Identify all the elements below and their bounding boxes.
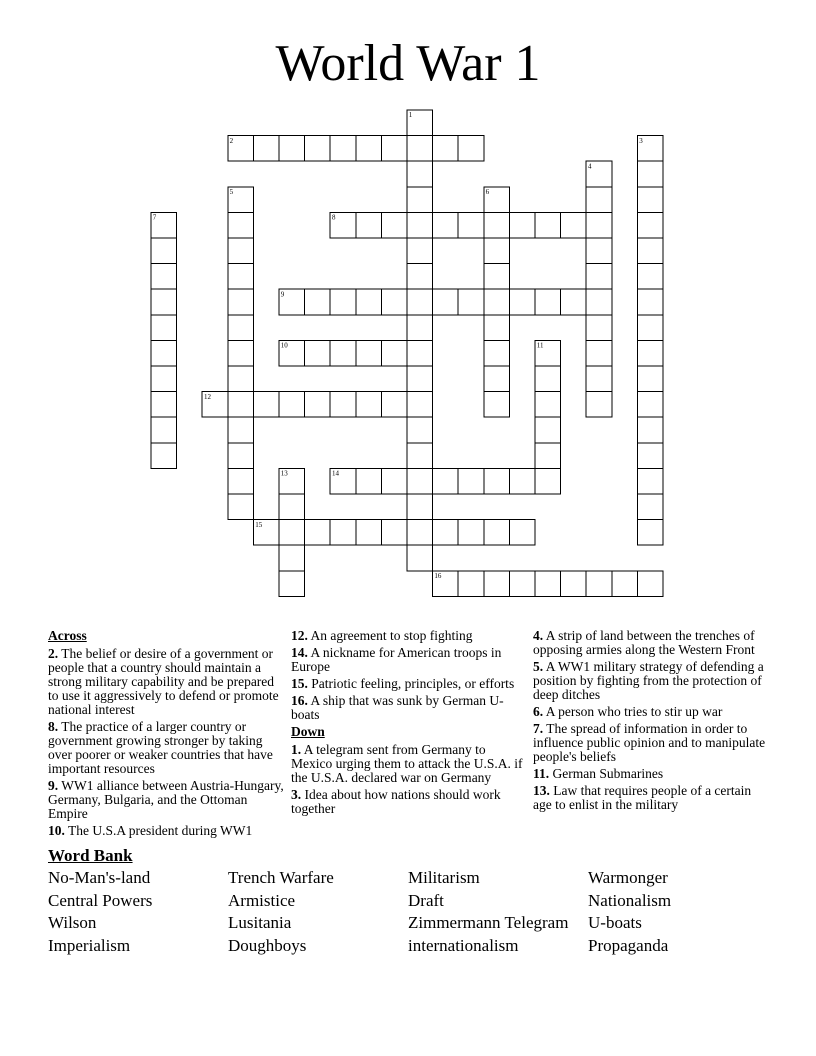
crossword-cell [458, 468, 484, 494]
crossword-cell [535, 392, 561, 418]
grid-number-label: 1 [408, 111, 413, 120]
crossword-cell [253, 136, 279, 162]
clue-across-15 [291, 677, 525, 691]
crossword-cell [612, 571, 638, 597]
clue-across-9 [48, 779, 284, 821]
crossword-cell [484, 392, 510, 418]
clue-down-1 [291, 743, 525, 785]
crossword-cell [253, 392, 279, 418]
word-bank-item: Trench Warfare [228, 868, 334, 887]
clue-across-16 [291, 694, 525, 722]
crossword-cell [586, 366, 612, 392]
crossword-cell [407, 238, 433, 264]
word-bank-item: Wilson [48, 913, 97, 932]
crossword-cell [228, 340, 254, 366]
crossword-cell [407, 289, 433, 315]
clue-number: 7. [533, 721, 544, 736]
crossword-cell [151, 340, 177, 366]
crossword-cell [228, 289, 254, 315]
crossword-cell [407, 545, 433, 571]
crossword-cell [381, 468, 407, 494]
crossword-cell [561, 289, 587, 315]
crossword-cell [407, 212, 433, 238]
clue-number: 8. [48, 719, 59, 734]
grid-number-label: 6 [485, 188, 490, 196]
crossword-cell [535, 468, 561, 494]
crossword-cell [458, 571, 484, 597]
crossword-cell [535, 212, 561, 238]
clue-across-2 [48, 647, 284, 717]
crossword-cell [433, 468, 459, 494]
crossword-cell [228, 264, 254, 290]
clue-down-11 [533, 767, 769, 781]
page-title: World War 1 [275, 35, 541, 92]
crossword-cell [356, 340, 382, 366]
crossword-cell [484, 212, 510, 238]
across-heading: Across [48, 628, 87, 643]
word-bank-item: Doughboys [228, 935, 307, 955]
crossword-cell [458, 136, 484, 162]
crossword-cell [586, 238, 612, 264]
clue-text: The U.S.A president during WW1 [68, 823, 253, 838]
crossword-cell [279, 136, 305, 162]
crossword-cell [228, 417, 254, 443]
clue-text: The belief or desire of a government or people that a country should maintain a strong military capability and be prepared to use it aggressively to defend or promote national interest [48, 646, 279, 717]
word-bank-item: Imperialism [48, 935, 131, 955]
crossword-cell [151, 315, 177, 341]
grid-number-label: 14 [332, 469, 339, 478]
crossword-cell [637, 520, 663, 546]
crossword-cell [586, 264, 612, 290]
clue-across-10 [48, 824, 284, 838]
grid-number-label: 8 [332, 213, 336, 222]
crossword-grid [150, 109, 666, 599]
crossword-cell [407, 264, 433, 290]
down-heading: Down [291, 724, 325, 739]
crossword-cell [330, 520, 356, 546]
clue-number: 6. [533, 704, 544, 719]
crossword-cell [586, 187, 612, 213]
clue-text: A nickname for American troops in Europe [291, 645, 502, 674]
crossword-cell [535, 571, 561, 597]
clue-number: 4. [533, 628, 544, 643]
crossword-cell [484, 315, 510, 341]
clue-down-3 [291, 788, 525, 816]
crossword-cell [484, 366, 510, 392]
clue-number: 10. [48, 823, 65, 838]
word-bank-heading: Word Bank [48, 846, 133, 865]
crossword-cell [586, 571, 612, 597]
crossword-cell [151, 264, 177, 290]
crossword-cell [637, 340, 663, 366]
crossword-cell [561, 571, 587, 597]
crossword-cell [407, 417, 433, 443]
crossword-cell [637, 161, 663, 187]
crossword-cell [484, 468, 510, 494]
clue-down-5 [533, 660, 769, 702]
crossword-cell [407, 494, 433, 520]
clue-across-8 [48, 720, 284, 776]
clue-number: 12. [291, 628, 308, 643]
crossword-cell [535, 289, 561, 315]
grid-number-label: 15 [255, 520, 263, 529]
crossword-cell [458, 212, 484, 238]
crossword-cell [228, 392, 254, 418]
crossword-cell [407, 366, 433, 392]
crossword-cell [407, 136, 433, 162]
crossword-cell [228, 212, 254, 238]
clue-text: An agreement to stop fighting [310, 628, 473, 643]
word-bank-item: Lusitania [228, 913, 292, 932]
crossword-cell [228, 468, 254, 494]
crossword-cell [407, 392, 433, 418]
crossword-cell [637, 366, 663, 392]
crossword-cell [151, 443, 177, 469]
word-bank [48, 845, 768, 957]
crossword-cell [356, 136, 382, 162]
crossword-cell [637, 289, 663, 315]
crossword-cell [458, 289, 484, 315]
clue-number: 15. [291, 676, 308, 691]
clue-number: 11. [533, 766, 550, 781]
crossword-cell [305, 392, 331, 418]
crossword-cell [305, 520, 331, 546]
crossword-cell [381, 520, 407, 546]
crossword-cell [484, 264, 510, 290]
crossword-cell [433, 136, 459, 162]
word-bank-item: U-boats [588, 913, 642, 932]
clue-across-14 [291, 646, 525, 674]
crossword-cell [509, 289, 535, 315]
crossword-cell [356, 212, 382, 238]
crossword-cell [637, 571, 663, 597]
crossword-cell [561, 212, 587, 238]
crossword-cell [407, 340, 433, 366]
crossword-cell [637, 494, 663, 520]
crossword-cell [356, 289, 382, 315]
clues-column-2 [291, 629, 525, 819]
crossword-cell [330, 392, 356, 418]
crossword-cell [305, 136, 331, 162]
crossword-cell [151, 417, 177, 443]
clue-number: 5. [533, 659, 544, 674]
crossword-cell [509, 571, 535, 597]
crossword-cell [637, 264, 663, 290]
crossword-cell [484, 289, 510, 315]
clue-text: A strip of land between the trenches of opposing armies along the Western Front [533, 628, 755, 657]
clue-text: A ship that was sunk by German U-boats [291, 693, 504, 722]
crossword-cell [381, 392, 407, 418]
crossword-cell [637, 187, 663, 213]
crossword-cell [637, 238, 663, 264]
word-bank-item: Warmonger [588, 868, 668, 887]
grid-number-label: 16 [434, 572, 442, 580]
crossword-cell [228, 238, 254, 264]
word-bank-item: Militarism [408, 868, 480, 887]
grid-number-label: 10 [280, 341, 288, 350]
crossword-cell [509, 212, 535, 238]
word-bank-grid [48, 867, 768, 957]
crossword-cell [535, 366, 561, 392]
crossword-cell [484, 238, 510, 264]
crossword-cell [381, 289, 407, 315]
clue-text: A person who tries to stir up war [545, 704, 723, 719]
grid-number-label: 13 [280, 469, 288, 478]
crossword-cell [356, 520, 382, 546]
crossword-cell [151, 289, 177, 315]
crossword-cell [535, 417, 561, 443]
clue-down-7 [533, 722, 769, 764]
clue-text: Law that requires people of a certain age to enlist in the military [533, 783, 752, 812]
crossword-cell [330, 289, 356, 315]
grid-number-label: 3 [639, 136, 643, 145]
clue-text: Idea about how nations should work together [291, 787, 501, 816]
word-bank-item: Draft [408, 890, 444, 910]
crossword-cell [279, 392, 305, 418]
clue-number: 1. [291, 742, 302, 757]
clue-text: A WW1 military strategy of defending a position by fighting from the protection of deep ditches [533, 659, 764, 702]
word-bank-item: internationalism [408, 935, 519, 955]
grid-number-label: 11 [536, 341, 544, 350]
clue-number: 13. [533, 783, 550, 798]
clue-text: A telegram sent from Germany to Mexico urging them to attack the U.S.A. if the U.S.A. declared war on Germany [291, 742, 523, 785]
clue-down-6 [533, 705, 769, 719]
crossword-cell [279, 520, 305, 546]
grid-number-label: 9 [280, 290, 285, 299]
crossword-cell [433, 212, 459, 238]
clue-number: 2. [48, 646, 59, 661]
crossword-cell [407, 315, 433, 341]
word-bank-item: Propaganda [588, 935, 669, 955]
crossword-cell [586, 340, 612, 366]
clue-across-12 [291, 629, 525, 643]
crossword-cell [586, 315, 612, 341]
crossword-cell [356, 468, 382, 494]
crossword-cell [586, 392, 612, 418]
grid-number-label: 5 [229, 188, 234, 196]
crossword-cell [484, 340, 510, 366]
crossword-cell [637, 417, 663, 443]
crossword-cell [279, 494, 305, 520]
crossword-cell [305, 289, 331, 315]
crossword-cell [509, 520, 535, 546]
crossword-cell [381, 136, 407, 162]
grid-number-label: 7 [152, 213, 157, 222]
crossword-cell [637, 212, 663, 238]
crossword-cell [433, 520, 459, 546]
crossword-cell [305, 340, 331, 366]
crossword-cell [637, 468, 663, 494]
crossword-cell [381, 340, 407, 366]
clue-number: 9. [48, 778, 59, 793]
crossword-cell [433, 289, 459, 315]
clue-text: Patriotic feeling, principles, or efforts [311, 676, 515, 691]
crossword-cell [637, 443, 663, 469]
crossword-cell [279, 571, 305, 597]
clue-down-4 [533, 629, 769, 657]
crossword-cell [279, 545, 305, 571]
clues-column-3 [533, 629, 769, 815]
grid-number-label: 12 [204, 392, 211, 401]
crossword-cell [228, 366, 254, 392]
crossword-cell [586, 212, 612, 238]
word-bank-item: Zimmermann Telegram [408, 913, 569, 932]
clues-column-1 [48, 629, 284, 841]
crossword-cell [407, 161, 433, 187]
grid-number-label: 2 [229, 136, 234, 145]
clue-text: WW1 alliance between Austria-Hungary, Germany, Bulgaria, and the Ottoman Empire [48, 778, 284, 821]
crossword-cell [228, 494, 254, 520]
crossword-cell [151, 392, 177, 418]
crossword-cell [381, 212, 407, 238]
clue-number: 16. [291, 693, 308, 708]
crossword-cell [407, 187, 433, 213]
clue-number: 14. [291, 645, 308, 660]
clue-number: 3. [291, 787, 302, 802]
crossword-cell [484, 571, 510, 597]
crossword-cell [151, 366, 177, 392]
clue-text: German Submarines [552, 766, 664, 781]
crossword-cell [637, 315, 663, 341]
crossword-cell [458, 520, 484, 546]
crossword-cell [535, 443, 561, 469]
clue-down-13 [533, 784, 769, 812]
crossword-cell [228, 315, 254, 341]
crossword-cell [586, 289, 612, 315]
crossword-cell [356, 392, 382, 418]
crossword-cell [484, 520, 510, 546]
clue-text: The spread of information in order to influence public opinion and to manipulate people's beliefs [533, 721, 766, 764]
grid-number-label: 4 [588, 162, 592, 171]
crossword-cell [407, 443, 433, 469]
crossword-cell [330, 136, 356, 162]
crossword-cell [637, 392, 663, 418]
crossword-cell [151, 238, 177, 264]
word-bank-item: Nationalism [588, 890, 672, 910]
word-bank-item: No-Man's-land [48, 868, 151, 887]
crossword-cell [509, 468, 535, 494]
crossword-cell [407, 520, 433, 546]
word-bank-item: Armistice [228, 890, 296, 910]
crossword-cell [228, 443, 254, 469]
crossword-cell [330, 340, 356, 366]
clue-text: The practice of a larger country or government growing stronger by taking over poorer or weaker countries that have important resources [48, 719, 273, 776]
word-bank-item: Central Powers [48, 890, 153, 910]
crossword-cell [407, 468, 433, 494]
